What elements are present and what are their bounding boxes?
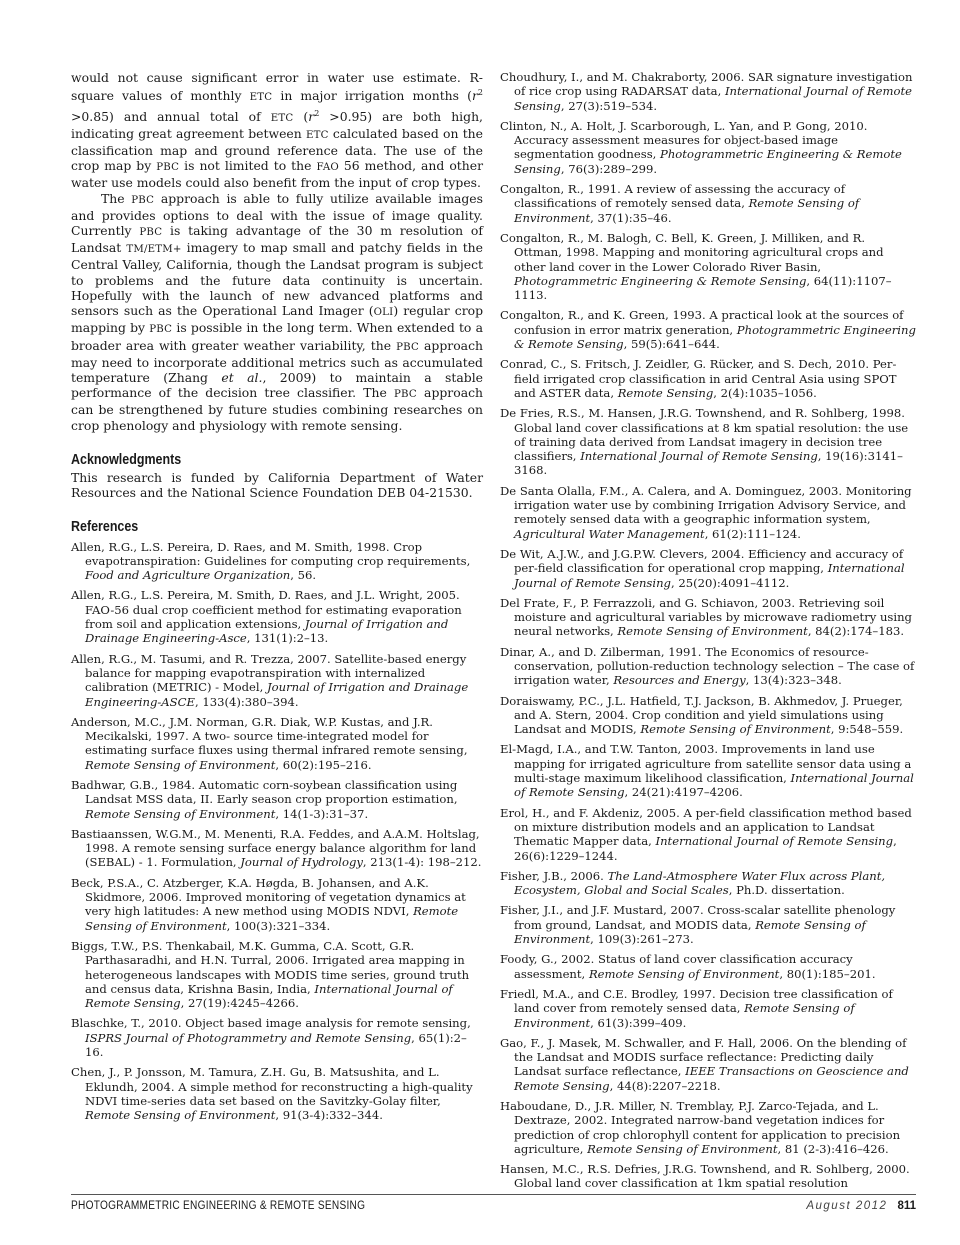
reference-publication: International Journal of Remote Sensing bbox=[514, 771, 914, 800]
reference-text: , 9:548–559. bbox=[830, 722, 904, 737]
text-segment: ) regular crop mapping by bbox=[71, 303, 484, 336]
text-segment: The bbox=[101, 190, 132, 206]
text-segment: imagery to map small and patchy fields in the Central Valley, California, though the Landsat program is subject to problems and the future data continuity is uncertain. Hopefully with the launch of new advanced platforms and sensors such as the Operational Land Imager ( bbox=[71, 240, 483, 319]
text-segment: >0.85) and annual total of bbox=[71, 108, 271, 124]
reference-text: , 59(5):641–644. bbox=[623, 337, 720, 352]
text-segment: r bbox=[308, 108, 315, 124]
body-paragraph bbox=[71, 70, 483, 191]
text-segment: calculated based on the classification map and ground reference data. The use of the crop map by bbox=[71, 125, 483, 174]
text-segment: 2 bbox=[477, 88, 483, 98]
reference-publication: Remote Sensing of Environment bbox=[514, 196, 860, 225]
reference-text: , 133(4):380–394. bbox=[194, 694, 299, 709]
reference-text: , 27(3):519–534. bbox=[560, 98, 658, 113]
body-text bbox=[71, 70, 483, 433]
reference-entry bbox=[71, 778, 483, 821]
reference-entry bbox=[500, 952, 916, 981]
reference-entry bbox=[71, 939, 483, 1010]
reference-publication: Agricultural Water Management bbox=[514, 526, 705, 541]
reference-text: , 44(8):2207–2218. bbox=[609, 1078, 721, 1093]
reference-text: , 65(1):2–16. bbox=[85, 1030, 467, 1060]
references-heading: References bbox=[71, 519, 139, 536]
reference-text: , 61(2):111–124. bbox=[704, 526, 801, 541]
reference-text: Clinton, N., A. Holt, J. Scarborough, L. Yan, and P. Gong, 2010. Accuracy assessment measures for object-based image segmentation goodness, bbox=[500, 118, 868, 162]
reference-text: Fisher, J.I., and J.F. Mustard, 2007. Cross-scalar satellite phenology from ground, Landsat, and MODIS data, bbox=[500, 903, 896, 932]
reference-text: , 80(1):185–201. bbox=[779, 966, 876, 981]
footer-page-number: 811 bbox=[897, 1200, 916, 1212]
reference-text: Biggs, T.W., P.S. Thenkabail, M.K. Gumma, C.A. Scott, G.R. Parthasaradhi, and H.N. Turral, 2006. Irrigated area mapping in heterogeneous landscapes with MODIS time series, ground truth and census data, Krishna Basin, India, bbox=[71, 938, 470, 996]
text-segment: is possible in the long term. When extended to a broader area with greater weather variability, the bbox=[71, 320, 483, 353]
reference-entry bbox=[71, 827, 483, 870]
text-segment: ( bbox=[293, 108, 309, 124]
reference-text: Anderson, M.C., J.M. Norman, G.R. Diak, W.P. Kustas, and J.R. Mecikalski, 1997. A two- source time-integrated model for estimating surface fluxes using thermal infrared remote sensing, bbox=[71, 714, 468, 758]
reference-publication: International Journal of Remote Sensing bbox=[514, 561, 905, 590]
reference-text: , 131(1):2–13. bbox=[246, 631, 329, 646]
reference-entry bbox=[500, 903, 916, 946]
reference-text: Fisher, J.B., 2006. bbox=[500, 868, 608, 883]
reference-text: Badhwar, G.B., 1984. Automatic corn-soybean classification using Landsat MSS data, II. Early season crop proportion estimation, bbox=[71, 777, 458, 807]
reference-entry bbox=[71, 715, 483, 772]
reference-publication: Food and Agriculture Organization bbox=[85, 568, 291, 583]
text-segment: FAO bbox=[316, 162, 339, 174]
reference-text: Doraiswamy, P.C., J.L. Hatfield, T.J. Jackson, B. Akhmedov, J. Prueger, and A. Stern, 2004. Crop condition and yield simulations using Landsat and MODIS, bbox=[500, 693, 903, 737]
reference-entry bbox=[500, 694, 916, 737]
reference-text: , 14(1-3):31–37. bbox=[275, 806, 369, 821]
reference-entry bbox=[500, 645, 916, 688]
reference-text: El-Magd, I.A., and T.W. Tanton, 2003. Improvements in land use mapping for irrigated agriculture from satellite sensor data using a multi-stage maximum likelihood classification, bbox=[500, 742, 912, 786]
reference-text: Gao, F., J. Masek, M. Schwaller, and F. Hall, 2006. On the blending of the Landsat and MODIS surface reflectance: Predicting daily Landsat surface reflectance, bbox=[500, 1035, 907, 1079]
reference-text: , 2(4):1035–1056. bbox=[713, 385, 817, 400]
reference-text: Choudhury, I., and M. Chakraborty, 2006. SAR signature investigation of rice crop using RADARSAT data, bbox=[500, 70, 913, 99]
text-segment: is not limited to the bbox=[179, 158, 317, 174]
reference-publication: Resources and Energy bbox=[613, 673, 746, 688]
reference-text: Haboudane, D., J.R. Miller, N. Tremblay, P.J. Zarco-Tejada, and L. Dextraze, 2002. Integrated narrow-band vegetation indices for prediction of crop chlorophyll content for application to precision agriculture, bbox=[500, 1099, 901, 1156]
footer-journal-name: PHOTOGRAMMETRIC ENGINEERING & REMOTE SENSING bbox=[71, 1200, 366, 1212]
acknowledgments-heading: Acknowledgments bbox=[71, 451, 182, 468]
reference-text: , 56. bbox=[290, 568, 317, 583]
footer-page-info bbox=[806, 1200, 916, 1212]
reference-publication: Remote Sensing of Environment bbox=[588, 966, 780, 981]
reference-publication: Remote Sensing of Environment bbox=[85, 757, 276, 772]
reference-publication: ISPRS Journal of Photogrammetry and Remote Sensing bbox=[85, 1030, 412, 1045]
reference-entry bbox=[500, 1099, 916, 1156]
text-segment: would not cause significant error in water use estimate. R-square values of monthly bbox=[71, 70, 483, 104]
reference-publication: Remote Sensing of Environment bbox=[85, 806, 276, 821]
reference-publication: Remote Sensing of Environment bbox=[85, 904, 459, 933]
reference-text: Allen, R.G., L.S. Pereira, M. Smith, D. Raes, and J.L. Wright, 2005. FAO-56 dual crop coefficient method for estimating evaporation from soil and application extensions, bbox=[71, 588, 462, 632]
text-segment: 2 bbox=[314, 108, 320, 118]
reference-entry bbox=[500, 1162, 916, 1191]
footer-rule bbox=[71, 1194, 916, 1195]
text-segment: PBC bbox=[139, 227, 163, 239]
reference-text: Allen, R.G., M. Tasumi, and R. Trezza, 2007. Satellite-based energy balance for mapping evapotranspiration with internalized calibration (METRIC) - Model, bbox=[71, 651, 467, 695]
reference-text: , 100(3):321–334. bbox=[226, 918, 331, 933]
right-column bbox=[500, 70, 916, 1197]
reference-publication: Journal of Irrigation and Drainage Engineering-Asce bbox=[85, 617, 449, 646]
reference-text: Erol, H., and F. Akdeniz, 2005. A per-field classification method based on mixture distribution models and an application to Landsat Thematic Mapper data, bbox=[500, 805, 912, 849]
reference-text: , 81 (2-3):416–426. bbox=[777, 1141, 889, 1156]
text-segment: >0.95) are both high, indicating great agreement between bbox=[71, 108, 483, 141]
text-segment: PBC bbox=[156, 162, 180, 174]
reference-text: Hansen, M.C., R.S. Defries, J.R.G. Townshend, and R. Sohlberg, 2000. Global land cover classification at 1km spatial resolution bbox=[500, 1162, 910, 1191]
reference-text: , 109(3):261–273. bbox=[590, 932, 694, 947]
reference-entry bbox=[500, 806, 916, 863]
text-segment: TM/ETM+ bbox=[126, 244, 182, 256]
reference-publication: Photogrammetric Engineering & Remote Sensing bbox=[514, 322, 916, 352]
reference-entry bbox=[71, 540, 483, 583]
text-segment: ETC bbox=[270, 112, 294, 124]
reference-text: Beck, P.S.A., C. Atzberger, K.A. Høgda, B. Johansen, and A.K. Skidmore, 2006. Improved monitoring of vegetation dynamics at very high latitudes: A new method using MODIS NDVI, bbox=[71, 875, 466, 919]
reference-text: Bastiaanssen, W.G.M., M. Menenti, R.A. Feddes, and A.A.M. Holtslag, 1998. A remote sensing surface energy balance algorithm for land (SEBAL) - 1. Formulation, bbox=[71, 826, 480, 870]
reference-entry bbox=[500, 406, 916, 477]
reference-text: Chen, J., P. Jonsson, M. Tamura, Z.H. Gu, B. Matsushita, and L. Eklundh, 2004. A simple method for reconstructing a high-quality NDVI time-series data set based on the Savitzky-Golay filter, bbox=[71, 1065, 473, 1108]
reference-text: Congalton, R., and K. Green, 1993. A practical look at the sources of confusion in error matrix generation, bbox=[500, 308, 904, 337]
reference-text: De Santa Olalla, F.M., A. Calera, and A. Dominguez, 2003. Monitoring irrigation water use by combining Irrigation Advisory Service, and remotely sensed data with a geographic information system, bbox=[500, 483, 912, 527]
reference-text: Congalton, R., 1991. A review of assessing the accuracy of classifications of remotely sensed data, bbox=[500, 182, 845, 211]
reference-text: , 84(2):174–183. bbox=[807, 624, 905, 639]
reference-text: , 61(3):399–409. bbox=[590, 1015, 687, 1030]
reference-entry bbox=[500, 182, 916, 225]
reference-text: , Ph.D. dissertation. bbox=[728, 883, 845, 898]
text-segment: OLI bbox=[373, 307, 394, 319]
reference-publication: Photogrammetric Engineering & Remote Sensing bbox=[514, 147, 902, 176]
reference-text: , 213(1-4): 198–212. bbox=[362, 855, 482, 870]
text-segment: 56 method, and other water use models could also benefit from the input of crop types. bbox=[71, 158, 483, 191]
reference-text: Congalton, R., M. Balogh, C. Bell, K. Green, J. Milliken, and R. Ottman, 1998. Mapping and monitoring agricultural crops and other land cover in the Lower Colorado River Basin, bbox=[500, 230, 884, 274]
reference-publication: Remote Sensing of Environment bbox=[640, 722, 831, 737]
references-list-right bbox=[500, 70, 916, 1191]
reference-text: , 13(4):323–348. bbox=[745, 673, 842, 688]
text-segment: ETC bbox=[305, 129, 329, 141]
reference-publication: Remote Sensing of Environment bbox=[514, 917, 866, 947]
reference-text: , 60(2):195–216. bbox=[275, 757, 372, 772]
reference-entry bbox=[500, 119, 916, 176]
reference-text: , 37(1):35–46. bbox=[590, 210, 672, 225]
reference-entry bbox=[500, 484, 916, 541]
reference-text: , 25(20):4091–4112. bbox=[670, 575, 790, 590]
text-segment: is taking advantage of the 30 m resolution of Landsat bbox=[71, 223, 483, 256]
reference-text: Allen, R.G., L.S. Pereira, D. Raes, and M. Smith, 1998. Crop evapotranspiration: Guidelines for computing crop requirements, bbox=[71, 539, 471, 568]
reference-entry bbox=[500, 869, 916, 898]
footer-issue-date: August 2012 bbox=[806, 1200, 888, 1212]
text-segment: , 2009) to maintain a stable performance of the decision tree classifier. The bbox=[71, 369, 484, 401]
reference-publication: Remote Sensing of Environment bbox=[85, 1108, 276, 1123]
reference-publication: Remote Sensing bbox=[617, 385, 714, 400]
reference-publication: Remote Sensing of Environment bbox=[587, 1141, 778, 1156]
reference-entry bbox=[500, 596, 916, 639]
reference-publication: International Journal of Remote Sensing bbox=[514, 84, 913, 113]
reference-text: De Wit, A.J.W., and J.G.P.W. Clevers, 2004. Efficiency and accuracy of per-field classification for operational crop mapping, bbox=[500, 546, 904, 576]
reference-text: Conrad, C., S. Fritsch, J. Zeidler, G. Rücker, and S. Dech, 2010. Per-field irrigated crop classification in arid Central Asia using SPOT and ASTER data, bbox=[500, 357, 897, 400]
reference-text: Foody, G., 2002. Status of land cover classification accuracy assessment, bbox=[500, 952, 853, 981]
reference-publication: Remote Sensing of Environment bbox=[617, 624, 808, 639]
reference-text: Del Frate, F., P. Ferrazzoli, and G. Schiavon, 2003. Retrieving soil moisture and agricultural variables by microwave radiometry using neural networks, bbox=[500, 595, 912, 639]
reference-entry bbox=[71, 876, 483, 933]
text-segment: in major irrigation months ( bbox=[272, 88, 472, 104]
reference-text: , 64(11):1107–1113. bbox=[514, 273, 892, 303]
references-list-left bbox=[71, 540, 483, 1123]
reference-entry bbox=[71, 652, 483, 709]
reference-text: , 24(21):4197–4206. bbox=[624, 785, 743, 800]
reference-publication: Journal of Irrigation and Drainage Engineering-ASCE bbox=[85, 680, 469, 709]
reference-publication: IEEE Transactions on Geoscience and Remote Sensing bbox=[514, 1064, 909, 1093]
reference-text: , 26(6):1229–1244. bbox=[514, 834, 897, 863]
reference-entry bbox=[500, 1036, 916, 1093]
reference-entry bbox=[71, 1065, 483, 1122]
reference-text: , 27(19):4245–4266. bbox=[180, 996, 299, 1011]
text-segment: approach may need to incorporate additional metrics such as accumulated temperature (Zhang bbox=[71, 337, 483, 385]
text-segment: PBC bbox=[149, 324, 173, 336]
reference-entry bbox=[500, 308, 916, 351]
reference-publication: Photogrammetric Engineering & Remote Sensing bbox=[514, 273, 807, 288]
reference-publication: International Journal of Remote Sensing bbox=[580, 449, 818, 464]
text-segment: PBC bbox=[131, 194, 155, 206]
reference-entry bbox=[500, 231, 916, 302]
text-segment: PBC bbox=[396, 341, 420, 353]
acknowledgments-text: This research is funded by California Department of Water Resources and the National Science Foundation DEB 04-21530. bbox=[71, 469, 483, 501]
reference-text: De Fries, R.S., M. Hansen, J.R.G. Townshend, and R. Sohlberg, 1998. Global land cover classifications at 8 km spatial resolution: the use of training data derived from Landsat imagery in decision tree classifiers, bbox=[500, 406, 909, 464]
reference-entry bbox=[500, 742, 916, 799]
reference-entry bbox=[71, 588, 483, 645]
reference-entry bbox=[500, 547, 916, 590]
reference-text: , 19(16):3141–3168. bbox=[514, 449, 903, 478]
text-segment: r bbox=[471, 88, 478, 104]
text-segment: approach is able to fully utilize available images and provides options to deal with the issue of image quality. Currently bbox=[71, 190, 483, 239]
reference-entry bbox=[500, 987, 916, 1030]
text-segment: PBC bbox=[393, 389, 417, 401]
reference-entry bbox=[500, 357, 916, 400]
reference-entry bbox=[71, 1016, 483, 1059]
reference-publication: The Land-Atmosphere Water Flux across Plant, Ecosystem, Global and Social Scales bbox=[514, 868, 886, 898]
reference-publication: International Journal of Remote Sensing bbox=[85, 981, 453, 1011]
body-paragraph bbox=[71, 191, 483, 433]
text-segment: approach can be strengthened by future studies combining researches on crop phenology and physiology with remote sensing. bbox=[71, 385, 483, 433]
reference-text: Dinar, A., and D. Zilberman, 1991. The Economics of resource-conservation, pollution-reduction technology selection – The case of irrigation water, bbox=[500, 644, 915, 688]
reference-text: , 91(3-4):332–344. bbox=[275, 1108, 383, 1123]
reference-entry bbox=[500, 70, 916, 113]
text-segment: et al. bbox=[221, 369, 263, 385]
left-column bbox=[71, 70, 483, 1129]
reference-publication: International Journal of Remote Sensing bbox=[655, 834, 894, 849]
text-segment: ETC bbox=[249, 92, 273, 104]
reference-publication: Journal of Hydrology bbox=[240, 855, 363, 870]
reference-text: Blaschke, T., 2010. Object based image analysis for remote sensing, bbox=[71, 1016, 471, 1031]
reference-text: Friedl, M.A., and C.E. Brodley, 1997. Decision tree classification of land cover from remotely sensed data, bbox=[500, 986, 893, 1016]
reference-text: , 76(3):289–299. bbox=[560, 161, 658, 176]
reference-publication: Remote Sensing of Environment bbox=[514, 1001, 855, 1030]
